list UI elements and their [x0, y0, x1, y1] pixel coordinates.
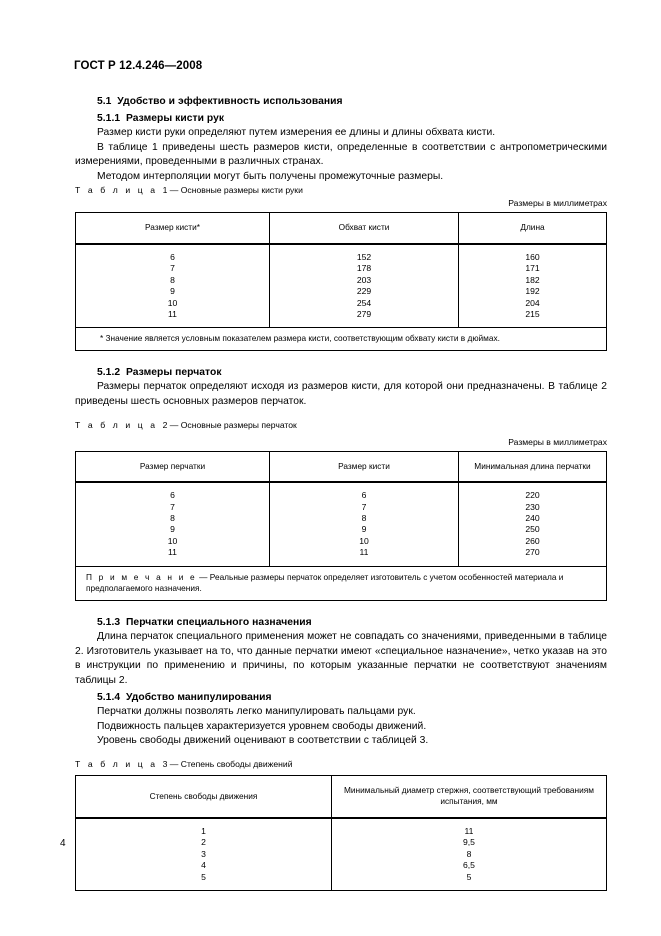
table-cell: 203 — [356, 274, 372, 285]
table-cell: 9 — [361, 524, 367, 535]
table-header-row — [76, 213, 607, 244]
section-title-text: Размеры кисти рук — [125, 112, 225, 124]
table-cell: 10 — [359, 535, 369, 546]
table-note-word: П р и м е ч а н и е — [86, 571, 197, 582]
table-cell-column-hand-circumference — [270, 244, 459, 328]
column-header-min-glove-length: Минимальная длина перчатки — [459, 451, 607, 482]
table-cell-column-hand-size — [76, 244, 270, 328]
table-caption-dash: — — [169, 185, 179, 196]
table-body-row — [76, 818, 607, 891]
table-cell: 160 — [525, 251, 540, 262]
table-cell: 9 — [170, 524, 175, 535]
paragraph: Методом интерполяции могут быть получены промежуточные размеры. — [97, 170, 444, 182]
table-note — [76, 566, 607, 600]
table-cell-column-glove-size — [76, 482, 270, 566]
table-cell: 254 — [356, 297, 372, 308]
table-caption-dash: — — [169, 758, 179, 769]
table-cell: 192 — [525, 286, 540, 297]
table-cell: 11 — [359, 547, 369, 558]
table-cell: 8 — [466, 848, 472, 859]
table-cell: 1 — [201, 825, 206, 836]
table-cell: 250 — [525, 524, 540, 535]
table-cell: 5 — [466, 871, 472, 882]
table-cell: 6 — [170, 490, 175, 501]
table-body-row — [76, 244, 607, 328]
table-cell: 182 — [525, 274, 540, 285]
column-header-hand-size: Размер кисти — [270, 451, 459, 482]
table-cell: 7 — [170, 501, 175, 512]
table-caption-title: Основные размеры кисти руки — [180, 185, 303, 196]
section-heading-5-1-3 — [75, 615, 607, 631]
table-caption-word: Т а б л и ц а — [75, 758, 158, 769]
table-cell: 260 — [525, 535, 540, 546]
table-cell: 171 — [525, 263, 540, 274]
table-cell-column-hand-size — [270, 482, 459, 566]
table-note-row — [76, 566, 607, 600]
column-header-min-rod-diameter: Минимальный диаметр стержня, соответствующий требованиям испытания, мм — [332, 775, 607, 818]
table-cell: 204 — [525, 297, 540, 308]
column-header-hand-size: Размер кисти* — [76, 213, 270, 244]
table-cell: 240 — [525, 512, 540, 523]
table-cell: 8 — [170, 512, 175, 523]
section-number: 5.1.1 — [97, 112, 121, 124]
table-cell: 279 — [356, 308, 372, 319]
table-cell: 152 — [356, 251, 372, 262]
section-title-text: Размеры перчаток — [125, 366, 222, 378]
table-cell-column-degree-of-freedom — [76, 818, 332, 891]
section-number: 5.1.4 — [97, 691, 121, 703]
table-footnote-text: * Значение является условным показателем размера кисти, соответствующим обхвату кисти в дюймах. — [76, 328, 607, 351]
table-cell: 10 — [167, 535, 178, 546]
table-caption-title: Степень свободы движений — [180, 758, 293, 769]
table-cell: 11 — [168, 308, 177, 319]
column-header-degree-of-freedom: Степень свободы движения — [76, 775, 332, 818]
table-note-text: Реальные размеры перчаток определяет изготовитель с учетом особенностей материала и предполагаемого назначения. — [86, 571, 564, 594]
column-header-glove-size: Размер перчатки — [76, 451, 270, 482]
table-footnote-row — [76, 328, 607, 351]
table-cell: 7 — [170, 263, 175, 274]
table-cell: 7 — [361, 501, 367, 512]
table-caption-word: Т а б л и ц а — [75, 185, 158, 196]
table-cell: 220 — [525, 490, 540, 501]
table-caption-number: 1 — [162, 185, 168, 196]
table-cell: 6 — [361, 490, 367, 501]
table-cell: 9,5 — [463, 837, 475, 848]
table-cell: 2 — [201, 837, 206, 848]
page-body — [75, 94, 607, 891]
section-number: 5.1.2 — [97, 366, 121, 378]
table-cell: 215 — [525, 308, 540, 319]
section-number: 5.1 — [97, 96, 112, 107]
table-cell: 6,5 — [463, 860, 475, 871]
table-cell: 3 — [201, 848, 206, 859]
table-cell: 9 — [170, 286, 175, 297]
table-header-row — [76, 775, 607, 818]
table-cell: 10 — [167, 297, 178, 308]
table-caption-title: Основные размеры перчаток — [180, 419, 297, 430]
table-cell: 229 — [356, 286, 372, 297]
table-cell: 11 — [464, 825, 474, 836]
table-hand-sizes — [75, 212, 607, 351]
spacer — [75, 601, 607, 615]
table-cell: 6 — [170, 251, 175, 262]
table-cell: 270 — [525, 547, 540, 558]
paragraph: Длина перчаток специального применения может не совпадать со значениями, приведенными в таблице 2. Изготовитель указывает на то, что данные перчатки имеют «специальное назначение», четко указав на это в инструкции по применению и причины, по которым указанные перчатки не соответствуют значениям таблицы 2. — [75, 631, 607, 686]
table-cell: 8 — [361, 512, 367, 523]
spacer — [75, 410, 607, 419]
paragraph: Уровень свободы движений оценивают в соответствии с таблицей 3. — [97, 735, 429, 747]
section-heading-5-1-2 — [75, 365, 607, 381]
table-cell: 178 — [356, 263, 372, 274]
section-heading-5-1 — [75, 94, 607, 110]
paragraph: В таблице 1 приведены шесть размеров кисти, определенные в соответствии с антропометрическими измерениями, проведенными в различных странах. — [75, 141, 607, 168]
table-body-row — [76, 482, 607, 566]
column-header-hand-circumference: Обхват кисти — [270, 213, 459, 244]
table-caption-number: 2 — [162, 419, 168, 430]
table-freedom-of-movement — [75, 775, 607, 891]
table-caption-1 — [75, 184, 607, 197]
table-cell: 11 — [168, 547, 177, 558]
standard-header: ГОСТ Р 12.4.246—2008 — [74, 60, 203, 72]
paragraph: Размер кисти руки определяют путем измерения ее длины и длины обхвата кисти. — [97, 127, 496, 138]
spacer — [75, 351, 607, 365]
paragraph: Перчатки должны позволять легко манипулировать пальцами рук. — [97, 706, 416, 718]
table-units-label-2: Размеры в миллиметрах — [508, 436, 607, 447]
table-note-dash: — — [199, 571, 208, 582]
table-units-label-1: Размеры в миллиметрах — [508, 198, 607, 209]
spacer — [75, 749, 607, 758]
section-number: 5.1.3 — [97, 616, 121, 628]
table-cell: 4 — [201, 860, 206, 871]
table-cell-column-length — [459, 244, 607, 328]
column-header-length: Длина — [459, 213, 607, 244]
section-heading-5-1-4 — [75, 690, 607, 706]
table-glove-sizes — [75, 451, 607, 601]
table-caption-dash: — — [169, 419, 179, 430]
table-cell-column-min-rod-diameter — [332, 818, 607, 891]
table-caption-3 — [75, 758, 607, 771]
section-title-text: Удобство манипулирования — [125, 691, 272, 703]
paragraph: Размеры перчаток определяют исходя из размеров кисти, для которой они предназначены. В таблице 2 приведены шесть основных размеров перчаток. — [75, 381, 607, 407]
paragraph: Подвижность пальцев характеризуется уровнем свободы движений. — [97, 720, 427, 732]
table-cell: 5 — [201, 871, 206, 882]
page-number: 4 — [60, 838, 66, 849]
table-caption-word: Т а б л и ц а — [75, 419, 158, 430]
section-title-text: Удобство и эффективность использования — [117, 96, 343, 107]
table-cell: 8 — [170, 274, 175, 285]
section-heading-5-1-1 — [75, 111, 607, 127]
table-caption-2 — [75, 419, 607, 432]
table-caption-number: 3 — [162, 758, 168, 769]
table-header-row — [76, 451, 607, 482]
table-cell: 230 — [525, 501, 540, 512]
table-cell-column-min-glove-length — [459, 482, 607, 566]
section-title-text: Перчатки специального назначения — [125, 616, 312, 628]
